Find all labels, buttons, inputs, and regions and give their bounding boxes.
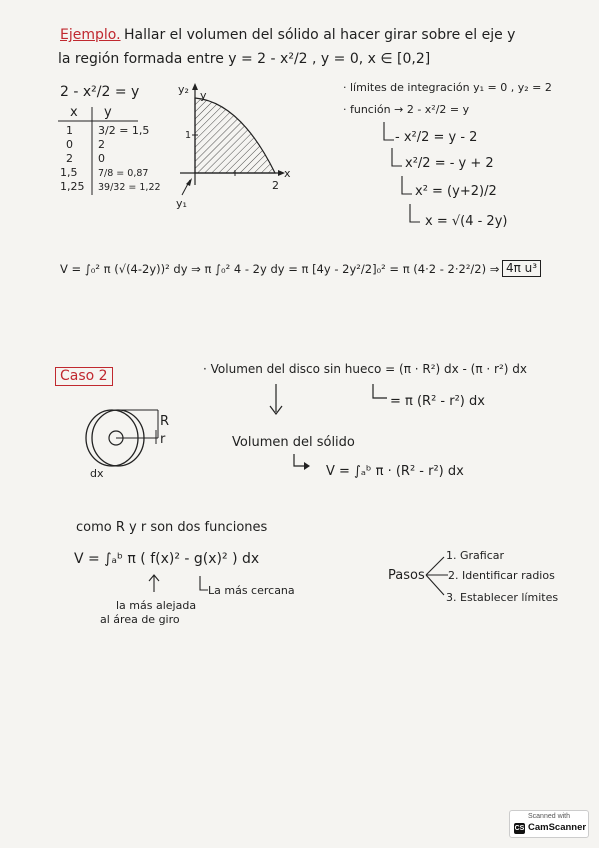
algebra-step-2: x²/2 = - y + 2: [405, 156, 494, 171]
example-title-line2: la región formada entre y = 2 - x²/2 , y = 0, x ∈ [0,2]: [58, 51, 431, 67]
integration-limits: · límites de integración y₁ = 0 , y₂ = 2: [343, 81, 552, 94]
table-row-y: 39/32 = 1,22: [98, 182, 161, 193]
steps-label: Pasos: [388, 568, 425, 583]
graph-tick-2: 2: [272, 179, 279, 192]
table-row-x: 2: [66, 152, 73, 165]
up-arrow: [144, 574, 164, 594]
solid-volume-formula: V = ∫ₐᵇ π · (R² - r²) dx: [326, 464, 464, 479]
step-item-3: 3. Establecer límites: [446, 591, 559, 604]
caso-2-label: Caso 2: [55, 367, 113, 386]
step-item-1: 1. Graficar: [446, 549, 505, 562]
figure-label-dx: dx: [90, 467, 104, 480]
figure-label-R: R: [160, 414, 170, 429]
algebra-step-3: x² = (y+2)/2: [415, 184, 497, 199]
step-item-2: 2. Identificar radios: [448, 569, 555, 582]
camscanner-watermark: [509, 810, 589, 838]
table-row-x: 1,25: [60, 180, 85, 193]
function-line: · función → 2 - x²/2 = y: [343, 103, 470, 116]
graph-axis-x: x: [284, 167, 291, 180]
note-nearest: La más cercana: [208, 584, 295, 597]
graph-label-y2: y₂: [178, 83, 189, 96]
equation-2-x2-over-2: 2 - x²/2 = y: [60, 84, 140, 100]
solid-volume-label: Volumen del sólido: [232, 435, 355, 450]
table-row-x: 1: [66, 124, 73, 137]
example-label: Ejemplo.: [60, 27, 121, 43]
table-head-y: y: [104, 105, 112, 120]
table-row-y: 3/2 = 1,5: [98, 124, 150, 137]
disk-volume-text: · Volumen del disco sin hueco = (π · R²) dx - (π · r²) dx: [203, 362, 527, 376]
figure-label-r: r: [160, 432, 166, 447]
table-row-y: 0: [98, 152, 105, 165]
bracket-mark: [196, 574, 210, 594]
table-head-x: x: [70, 105, 78, 120]
algebra-arrows: [372, 118, 412, 228]
graph-tick-1: 1: [185, 130, 192, 141]
region-graph: [170, 80, 280, 210]
volume-result: 4π u³: [502, 260, 541, 277]
note-farthest-line1: la más alejada: [116, 599, 197, 612]
watermark-caption: Scanned with: [527, 813, 571, 820]
disk-volume-result: = π (R² - r²) dx: [390, 394, 485, 409]
table-row-x: 0: [66, 138, 73, 151]
table-row-y: 2: [98, 138, 105, 151]
functions-intro: como R y r son dos funciones: [76, 520, 268, 535]
camscanner-logo-icon: CS: [514, 825, 525, 832]
table-row-x: 1,5: [60, 166, 78, 179]
example-title-line1: Hallar el volumen del sólido al hacer girar sobre el eje y: [124, 27, 516, 43]
volume-integral: V = ∫₀² π (√(4-2y))² dy ⇒ π ∫₀² 4 - 2y dy = π [4y - 2y²/2]₀² = π (4·2 - 2·2²/2) ⇒: [60, 262, 500, 276]
hook-arrow-2: [290, 452, 320, 482]
down-arrow: [266, 382, 286, 422]
functions-volume-formula: V = ∫ₐᵇ π ( f(x)² - g(x)² ) dx: [74, 551, 260, 567]
graph-axis-y: y: [200, 89, 207, 102]
graph-label-y1: y₁: [176, 197, 187, 210]
note-farthest-line2: al área de giro: [100, 613, 180, 626]
table-lines: [58, 105, 168, 200]
algebra-step-4: x = √(4 - 2y): [425, 214, 508, 229]
table-row-y: 7/8 = 0,87: [98, 168, 149, 179]
watermark-name: CamScanner: [528, 822, 587, 833]
algebra-step-1: - x²/2 = y - 2: [395, 130, 478, 145]
hook-arrow: [365, 382, 395, 422]
